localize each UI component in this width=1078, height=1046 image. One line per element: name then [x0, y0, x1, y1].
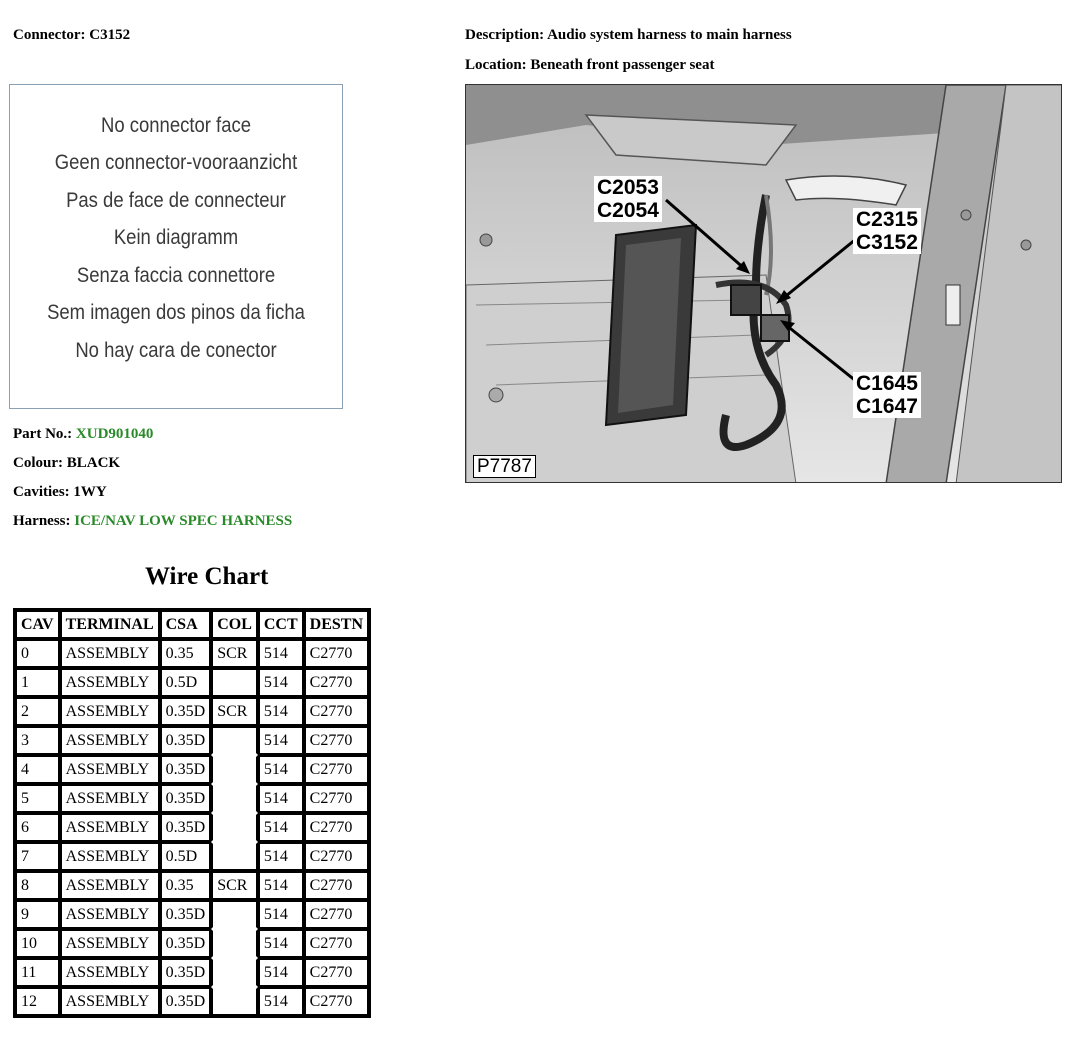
- cell-cct: 514: [258, 842, 304, 871]
- cell-cav: 12: [15, 987, 60, 1016]
- cell-cct: 514: [258, 639, 304, 668]
- cell-destn: C2770: [304, 755, 369, 784]
- cell-csa: 0.35D: [160, 784, 212, 813]
- cell-cct: 514: [258, 929, 304, 958]
- cell-col: [211, 842, 258, 871]
- cavities-value: 1WY: [73, 484, 107, 500]
- cell-cav: 0: [15, 639, 60, 668]
- cell-destn: C2770: [304, 639, 369, 668]
- cell-cct: 514: [258, 726, 304, 755]
- table-row: [15, 987, 369, 1016]
- callout-text: C2315: [856, 208, 918, 231]
- cell-col: [211, 784, 258, 813]
- part-no-line: [13, 426, 153, 443]
- table-row: [15, 813, 369, 842]
- cell-terminal: ASSEMBLY: [60, 871, 160, 900]
- cell-csa: 0.35D: [160, 726, 212, 755]
- connector-face-line: Sem imagen dos pinos da ficha: [47, 301, 305, 324]
- cell-cct: 514: [258, 755, 304, 784]
- cell-csa: 0.35D: [160, 987, 212, 1016]
- cell-destn: C2770: [304, 784, 369, 813]
- cell-col: [211, 726, 258, 755]
- connector-line: [13, 27, 130, 44]
- cell-terminal: ASSEMBLY: [60, 668, 160, 697]
- cell-csa: 0.35D: [160, 697, 212, 726]
- cell-cct: 514: [258, 900, 304, 929]
- cell-terminal: ASSEMBLY: [60, 697, 160, 726]
- callout-text: C3152: [856, 231, 918, 254]
- header-csa: CSA: [160, 610, 212, 639]
- cell-cav: 5: [15, 784, 60, 813]
- callout-c2053-c2054: [594, 176, 662, 222]
- connector-face-line: No connector face: [101, 114, 251, 137]
- cell-terminal: ASSEMBLY: [60, 987, 160, 1016]
- wire-chart-header-row: [15, 610, 369, 639]
- connector-face-box: [9, 84, 343, 409]
- connector-face-line: Kein diagramm: [113, 226, 239, 249]
- cell-col: SCR: [211, 871, 258, 900]
- cell-terminal: ASSEMBLY: [60, 813, 160, 842]
- description-label: Description:: [465, 27, 545, 43]
- cell-csa: 0.35D: [160, 900, 212, 929]
- cell-cav: 10: [15, 929, 60, 958]
- cell-csa: 0.5D: [160, 842, 212, 871]
- cell-cav: 8: [15, 871, 60, 900]
- cell-csa: 0.35: [160, 639, 212, 668]
- connector-value: C3152: [89, 27, 131, 43]
- callout-text: C2054: [597, 199, 659, 222]
- cell-col: [211, 755, 258, 784]
- cell-destn: C2770: [304, 871, 369, 900]
- wire-chart-table: [13, 608, 371, 1018]
- table-row: [15, 929, 369, 958]
- cavities-label: Cavities:: [13, 484, 70, 500]
- location-value: Beneath front passenger seat: [530, 57, 715, 73]
- cell-terminal: ASSEMBLY: [60, 900, 160, 929]
- header-cav: CAV: [15, 610, 60, 639]
- cell-col: SCR: [211, 697, 258, 726]
- header-terminal: TERMINAL: [60, 610, 160, 639]
- cell-csa: 0.35D: [160, 755, 212, 784]
- cell-csa: 0.5D: [160, 668, 212, 697]
- callout-text: C1647: [856, 395, 918, 418]
- cell-cav: 1: [15, 668, 60, 697]
- table-row: [15, 726, 369, 755]
- connector-face-line: No hay cara de conector: [75, 339, 277, 362]
- cell-destn: C2770: [304, 697, 369, 726]
- callout-text: C2053: [597, 176, 659, 199]
- cell-cav: 3: [15, 726, 60, 755]
- cell-destn: C2770: [304, 813, 369, 842]
- colour-value: BLACK: [66, 455, 121, 471]
- table-row: [15, 755, 369, 784]
- wire-chart-body: [15, 639, 369, 1016]
- cell-terminal: ASSEMBLY: [60, 755, 160, 784]
- cell-destn: C2770: [304, 987, 369, 1016]
- connector-face-line: Geen connector-vooraanzicht: [54, 151, 298, 174]
- cell-csa: 0.35: [160, 871, 212, 900]
- header-col: COL: [211, 610, 258, 639]
- harness-link[interactable]: ICE/NAV LOW SPEC HARNESS: [74, 513, 293, 529]
- cell-cav: 4: [15, 755, 60, 784]
- cell-cav: 6: [15, 813, 60, 842]
- cell-terminal: ASSEMBLY: [60, 929, 160, 958]
- cell-terminal: ASSEMBLY: [60, 639, 160, 668]
- cell-cct: 514: [258, 958, 304, 987]
- cell-cav: 11: [15, 958, 60, 987]
- callout-text: C1645: [856, 372, 918, 395]
- colour-line: [13, 455, 120, 472]
- location-label: Location:: [465, 57, 527, 73]
- description-value: Audio system harness to main harness: [547, 27, 792, 43]
- callout-c1645-c1647: [853, 372, 921, 418]
- cell-col: [211, 668, 258, 697]
- cell-terminal: ASSEMBLY: [60, 726, 160, 755]
- cell-col: [211, 958, 258, 987]
- table-row: [15, 668, 369, 697]
- cell-csa: 0.35D: [160, 958, 212, 987]
- cell-cct: 514: [258, 697, 304, 726]
- part-no-link[interactable]: XUD901040: [75, 426, 154, 442]
- table-row: [15, 900, 369, 929]
- cell-destn: C2770: [304, 929, 369, 958]
- cell-col: [211, 900, 258, 929]
- cell-col: SCR: [211, 639, 258, 668]
- connector-label: Connector:: [13, 27, 86, 43]
- part-no-label: Part No.:: [13, 426, 73, 442]
- description-line: [465, 27, 792, 44]
- connector-face-line: Pas de face de connecteur: [66, 189, 286, 212]
- cavities-line: [13, 484, 107, 501]
- harness-line: [13, 513, 292, 530]
- cell-destn: C2770: [304, 726, 369, 755]
- cell-terminal: ASSEMBLY: [60, 842, 160, 871]
- cell-csa: 0.35D: [160, 929, 212, 958]
- location-line: [465, 57, 714, 74]
- table-row: [15, 639, 369, 668]
- cell-csa: 0.35D: [160, 813, 212, 842]
- cell-terminal: ASSEMBLY: [60, 958, 160, 987]
- vehicle-interior-illustration: [466, 85, 1062, 483]
- colour-label: Colour:: [13, 455, 63, 471]
- table-row: [15, 784, 369, 813]
- cell-destn: C2770: [304, 958, 369, 987]
- location-image: [465, 84, 1062, 483]
- header-cct: CCT: [258, 610, 304, 639]
- table-row: [15, 842, 369, 871]
- cell-col: [211, 813, 258, 842]
- cell-col: [211, 929, 258, 958]
- cell-cav: 2: [15, 697, 60, 726]
- cell-destn: C2770: [304, 900, 369, 929]
- cell-col: [211, 987, 258, 1016]
- table-row: [15, 958, 369, 987]
- table-row: [15, 871, 369, 900]
- cell-destn: C2770: [304, 842, 369, 871]
- header-destn: DESTN: [304, 610, 369, 639]
- cell-cct: 514: [258, 813, 304, 842]
- cell-destn: C2770: [304, 668, 369, 697]
- wire-chart-title: Wire Chart: [145, 563, 269, 590]
- cell-cav: 7: [15, 842, 60, 871]
- cell-cct: 514: [258, 987, 304, 1016]
- connector-face-line: Senza faccia connettore: [76, 264, 276, 287]
- table-row: [15, 697, 369, 726]
- callout-c2315-c3152: [853, 208, 921, 254]
- cell-terminal: ASSEMBLY: [60, 784, 160, 813]
- cell-cct: 514: [258, 784, 304, 813]
- figure-id: P7787: [473, 455, 536, 478]
- cell-cct: 514: [258, 871, 304, 900]
- cell-cct: 514: [258, 668, 304, 697]
- harness-label: Harness:: [13, 513, 71, 529]
- cell-cav: 9: [15, 900, 60, 929]
